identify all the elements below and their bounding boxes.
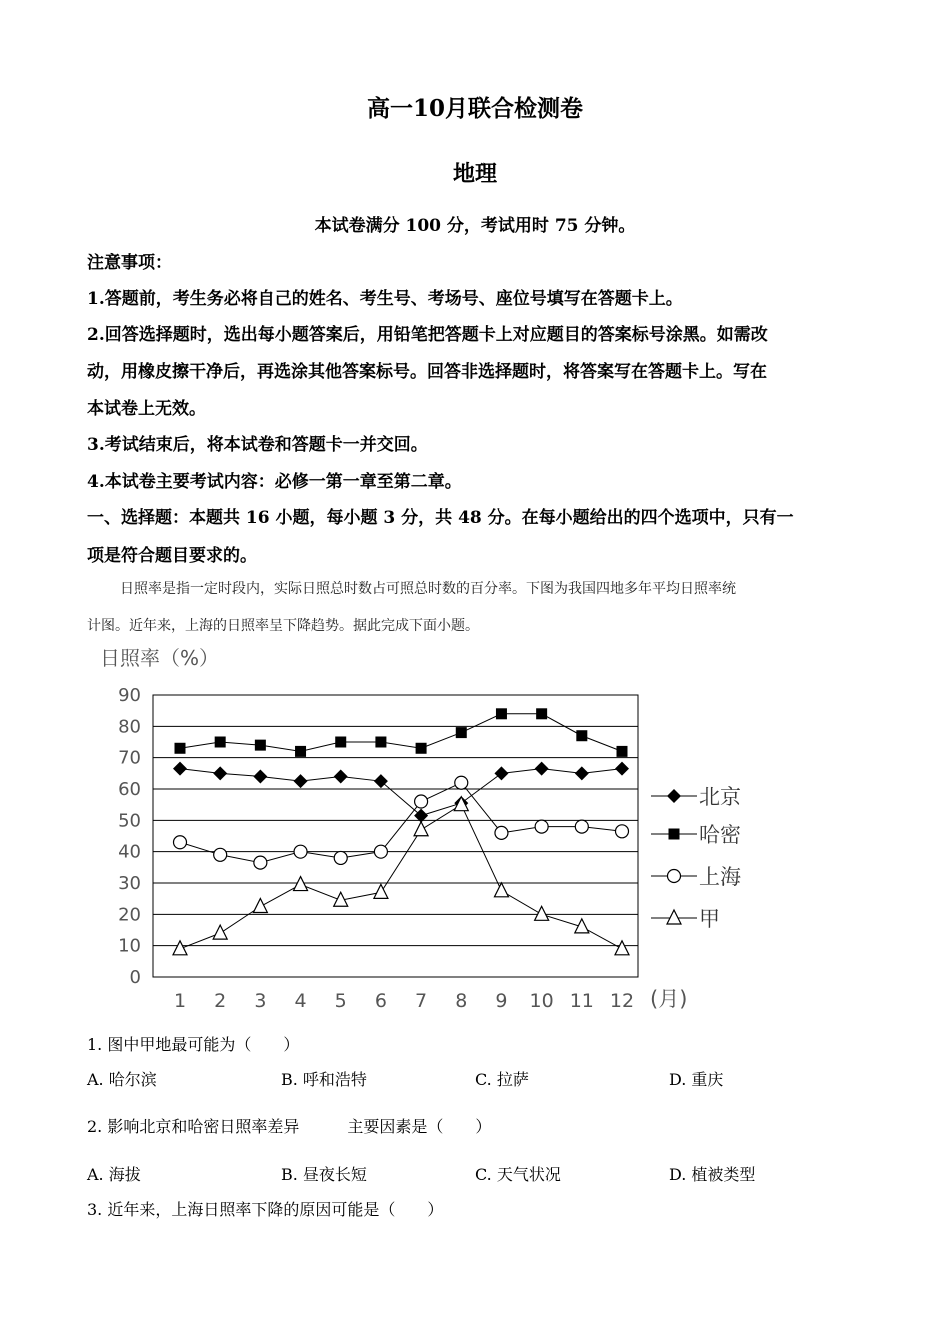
x-tick-label: 11 xyxy=(569,990,594,1012)
question-1-option-c[interactable]: C. 拉萨 xyxy=(475,1070,529,1089)
data-point xyxy=(374,845,387,858)
question-2-option-b[interactable]: B. 昼夜长短 xyxy=(281,1165,367,1184)
y-tick-label: 20 xyxy=(118,904,141,926)
legend-label: 甲 xyxy=(699,907,720,931)
data-point xyxy=(494,883,508,897)
note-line: 4.本试卷主要考试内容：必修一第一章至第二章。 xyxy=(87,472,462,492)
section-heading: 一、选择题：本题共 16 小题，每小题 3 分，共 48 分。在每小题给出的四个选项中，只有一 xyxy=(87,508,794,528)
data-point xyxy=(575,766,589,780)
note-line: 2.回答选择题时，选出每小题答案后，用铅笔把答题卡上对应题目的答案标号涂黑。如需改 xyxy=(87,325,768,345)
data-point xyxy=(174,836,187,849)
series-line xyxy=(180,769,622,816)
x-tick-label: 2 xyxy=(214,990,227,1012)
data-point xyxy=(334,851,347,864)
legend-label: 上海 xyxy=(699,865,741,889)
x-tick-label: 1 xyxy=(173,990,187,1012)
y-tick-label: 90 xyxy=(118,685,141,706)
question-1-option-b[interactable]: B. 呼和浩特 xyxy=(281,1070,367,1089)
section-heading-cont: 项是符合题目要求的。 xyxy=(87,546,257,566)
y-tick-label: 0 xyxy=(129,967,141,988)
x-tick-label: 10 xyxy=(529,990,554,1012)
legend-marker xyxy=(668,870,681,883)
notes-heading: 注意事项： xyxy=(87,253,172,273)
y-tick-label: 80 xyxy=(118,716,141,738)
data-point xyxy=(335,737,346,748)
series-line xyxy=(180,783,622,863)
plot-frame xyxy=(153,695,638,977)
data-point xyxy=(496,708,507,719)
question-1-option-a[interactable]: A. 哈尔滨 xyxy=(87,1070,157,1089)
data-point xyxy=(456,727,467,738)
y-tick-label: 30 xyxy=(118,873,141,894)
question-2-option-c[interactable]: C. 天气状况 xyxy=(475,1165,561,1184)
question-2-option-d[interactable]: D. 植被类型 xyxy=(669,1165,756,1184)
x-tick-label: 4 xyxy=(294,990,307,1012)
data-point xyxy=(575,820,588,833)
data-point xyxy=(334,769,348,783)
data-point xyxy=(455,776,468,789)
data-point xyxy=(255,740,266,751)
legend-label: 北京 xyxy=(699,785,741,809)
data-point xyxy=(213,766,227,780)
data-point xyxy=(295,746,306,757)
x-tick-label: 7 xyxy=(415,990,428,1012)
question-2-stem: 2. 影响北京和哈密日照率差异 主要因素是（ ） xyxy=(87,1117,492,1136)
data-point xyxy=(615,762,629,776)
data-point xyxy=(294,877,308,891)
x-tick-label: 5 xyxy=(334,990,347,1012)
data-point xyxy=(616,825,629,838)
x-tick-label: 6 xyxy=(374,990,387,1012)
data-point xyxy=(416,743,427,754)
note-line: 3.考试结束后，将本试卷和答题卡一并交回。 xyxy=(87,435,428,455)
y-tick-label: 60 xyxy=(118,779,141,800)
data-point xyxy=(494,766,508,780)
data-point xyxy=(253,899,267,913)
legend-marker xyxy=(667,789,681,803)
data-point xyxy=(495,826,508,839)
legend-marker xyxy=(669,829,680,840)
exam-info: 本试卷满分 100 分，考试用时 75 分钟。 xyxy=(314,216,636,236)
series-line xyxy=(180,714,622,752)
x-tick-label: 8 xyxy=(455,990,468,1012)
data-point xyxy=(254,856,267,869)
legend-marker xyxy=(667,910,681,924)
page-title: 高一10月联合检测卷 xyxy=(366,95,583,122)
x-tick-label: 3 xyxy=(254,990,267,1012)
note-line: 动，用橡皮擦干净后，再选涂其他答案标号。回答非选择题时，将答案写在答题卡上。写在 xyxy=(87,362,767,382)
data-point xyxy=(294,845,307,858)
legend-label: 哈密 xyxy=(699,823,741,847)
question-3-stem: 3. 近年来，上海日照率下降的原因可能是（ ） xyxy=(87,1200,444,1219)
question-1-option-d[interactable]: D. 重庆 xyxy=(669,1070,724,1089)
data-point xyxy=(253,769,267,783)
data-point xyxy=(536,708,547,719)
data-point xyxy=(576,730,587,741)
data-point xyxy=(294,774,308,788)
data-point xyxy=(415,795,428,808)
data-point xyxy=(615,941,629,955)
x-axis-unit: (月) xyxy=(650,987,688,1011)
data-point xyxy=(575,919,589,933)
data-point xyxy=(175,743,186,754)
note-line: 1.答题前，考生务必将自己的姓名、考生号、考场号、座位号填写在答题卡上。 xyxy=(87,289,683,309)
data-point xyxy=(414,822,428,836)
question-1-stem: 1. 图中甲地最可能为（ ） xyxy=(87,1035,300,1054)
x-tick-label: 9 xyxy=(495,990,508,1012)
y-tick-label: 10 xyxy=(118,935,141,957)
data-point xyxy=(374,774,388,788)
note-line: 本试卷上无效。 xyxy=(87,399,206,419)
question-2-option-a[interactable]: A. 海拔 xyxy=(87,1165,141,1184)
data-point xyxy=(535,762,549,776)
y-tick-label: 40 xyxy=(118,841,141,863)
data-point xyxy=(213,925,227,939)
data-point xyxy=(173,762,187,776)
sunshine-rate-chart xyxy=(85,640,805,1020)
x-tick-label: 12 xyxy=(609,990,635,1012)
data-point xyxy=(535,906,549,920)
intro-text: 日照率是指一定时段内，实际日照总时数占可照总时数的百分率。下图为我国四地多年平均日照率统 xyxy=(120,581,736,597)
subject-title: 地理 xyxy=(452,161,497,187)
y-axis-label: 日照率（%） xyxy=(100,646,220,670)
data-point xyxy=(375,737,386,748)
data-point xyxy=(535,820,548,833)
y-tick-label: 50 xyxy=(118,810,141,832)
data-point xyxy=(215,737,226,748)
data-point xyxy=(617,746,628,757)
y-tick-label: 70 xyxy=(118,747,141,769)
intro-text-cont: 计图。近年来，上海的日照率呈下降趋势。据此完成下面小题。 xyxy=(87,618,479,634)
data-point xyxy=(173,941,187,955)
data-point xyxy=(374,884,388,898)
data-point xyxy=(214,848,227,861)
